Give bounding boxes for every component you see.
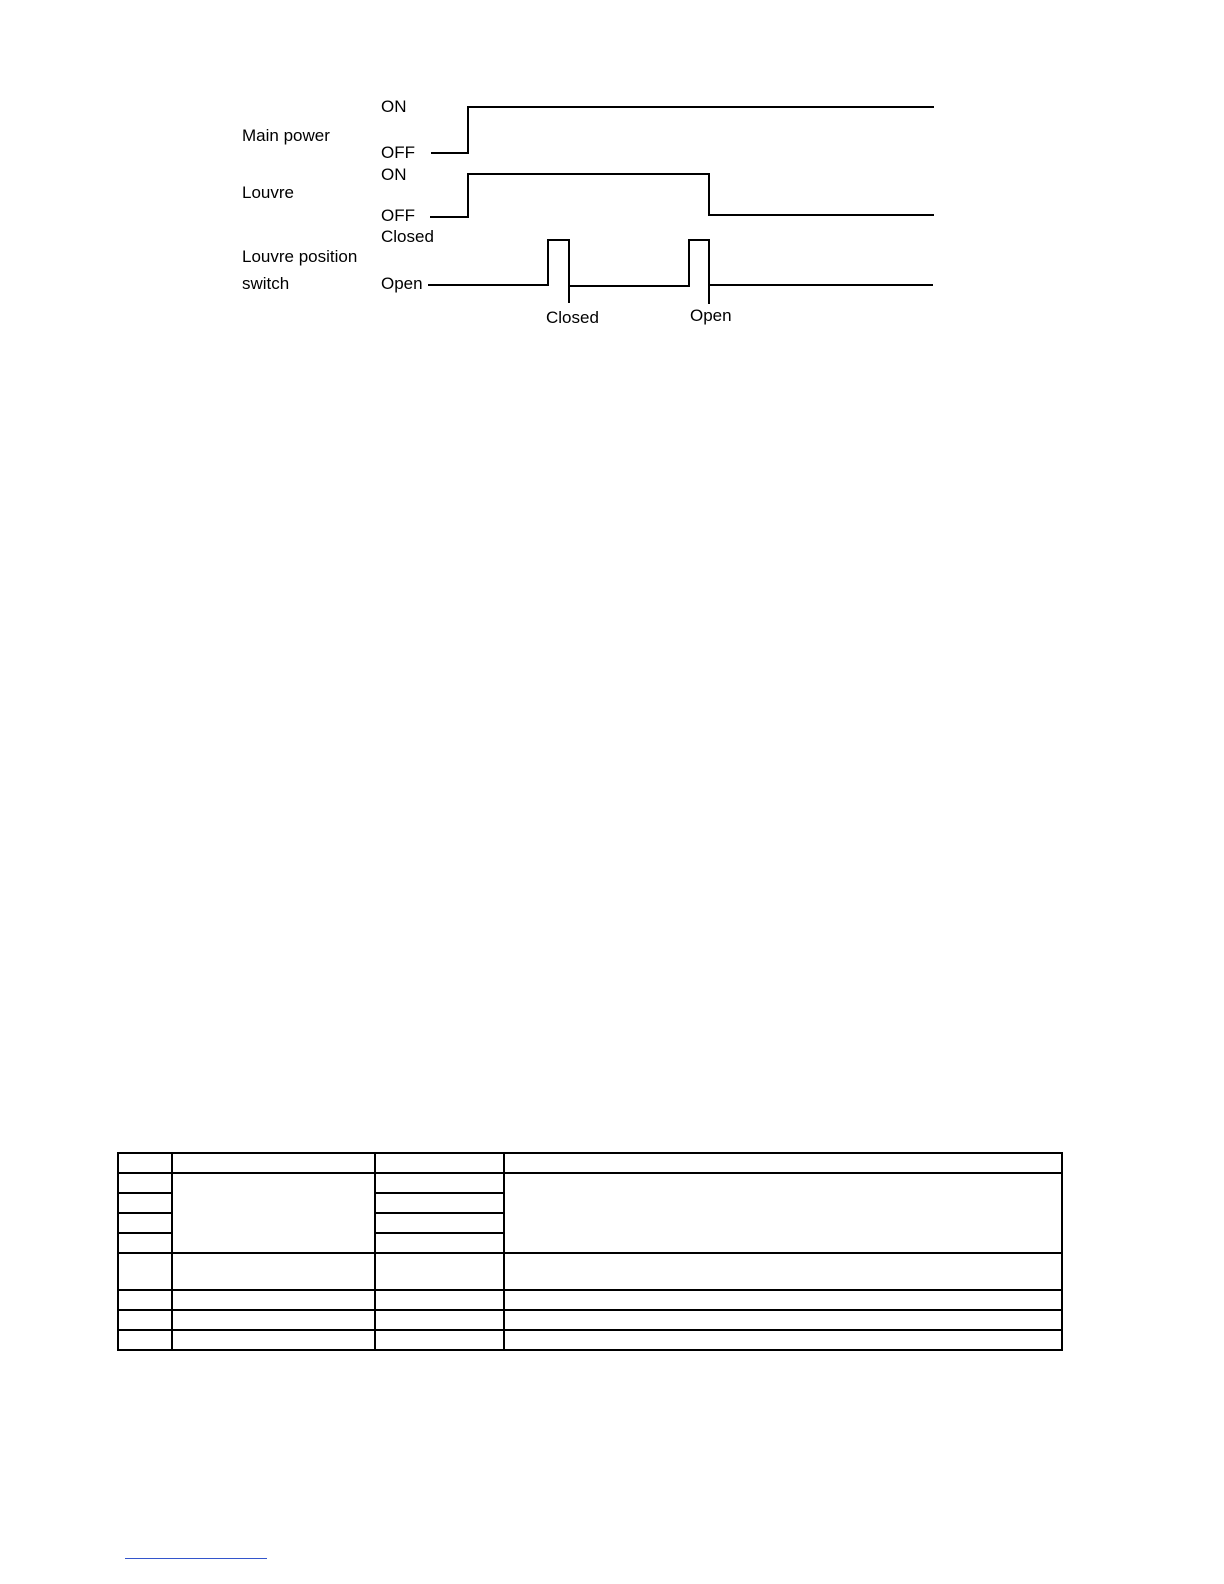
table-cell [172,1153,375,1173]
table-cell [375,1253,504,1290]
table-cell [504,1153,1062,1173]
table-cell [118,1213,172,1233]
table-cell [172,1173,375,1253]
main-power-off-label: OFF [381,143,415,162]
signal-label-louvre-position-switch-line2: switch [242,274,290,293]
table-cell [504,1290,1062,1310]
footer-rule [125,1558,267,1559]
table-cell [375,1233,504,1253]
table-cell [118,1193,172,1213]
table-cell [118,1290,172,1310]
louvre-on-label: ON [381,165,407,184]
signal-label-louvre: Louvre [242,183,294,202]
timing-diagram [0,0,1224,360]
table-cell [375,1290,504,1310]
table-row [118,1173,1062,1193]
table-cell [504,1253,1062,1290]
table-row [118,1330,1062,1350]
open-pulse-annotation: Open [690,306,732,325]
main-power-on-label: ON [381,97,407,116]
table-cell [504,1173,1062,1253]
louvre-off-label: OFF [381,206,415,225]
table-cell [172,1290,375,1310]
table-cell [118,1330,172,1350]
table-cell [172,1330,375,1350]
table-row [118,1290,1062,1310]
table-cell [118,1153,172,1173]
table-cell [375,1193,504,1213]
table-cell [172,1253,375,1290]
table-cell [375,1153,504,1173]
switch-open-label: Open [381,274,423,293]
table-header-row [118,1153,1062,1173]
closed-pulse-annotation: Closed [546,308,599,327]
table-cell [375,1330,504,1350]
table-cell [375,1213,504,1233]
table-row [118,1253,1062,1290]
table-cell [172,1310,375,1330]
table-cell [375,1310,504,1330]
switch-closed-label: Closed [381,227,434,246]
table-row [118,1310,1062,1330]
table-cell [504,1310,1062,1330]
table-cell [118,1173,172,1193]
table-cell [118,1233,172,1253]
empty-table [117,1152,1063,1351]
signal-label-main-power: Main power [242,126,330,145]
signal-label-louvre-position-switch-line1: Louvre position [242,247,358,266]
main-power-waveform [431,107,934,153]
table-cell [504,1330,1062,1350]
table-cell [375,1173,504,1193]
table-cell [118,1253,172,1290]
table-cell [118,1310,172,1330]
louvre-waveform [430,174,934,217]
louvre-position-switch-waveform [428,240,933,286]
